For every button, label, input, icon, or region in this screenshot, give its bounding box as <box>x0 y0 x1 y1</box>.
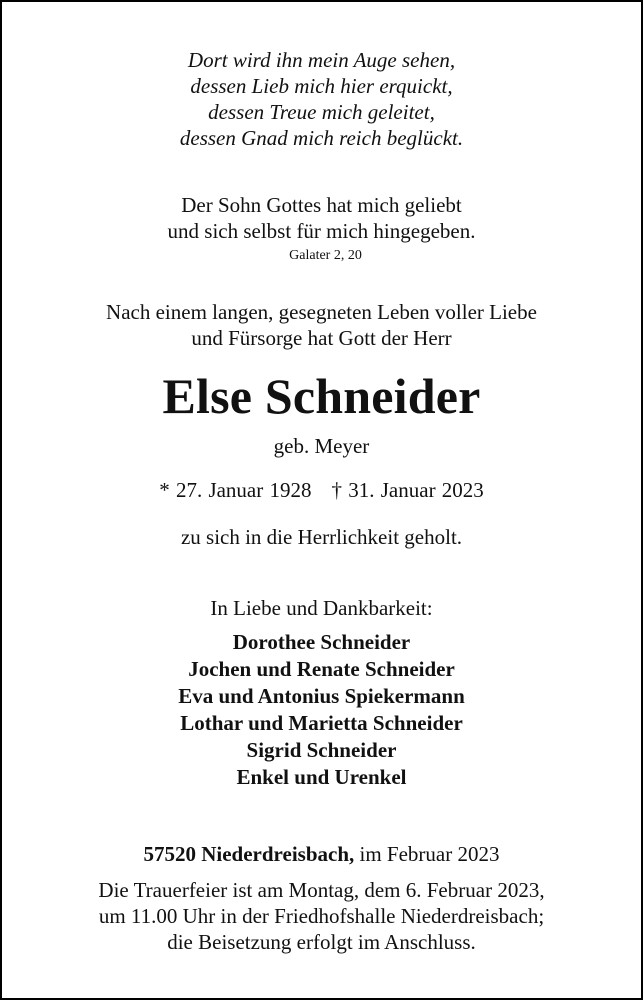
life-dates <box>2 478 641 502</box>
mourner-name: Sigrid Schneider <box>246 738 397 762</box>
funeral-line: um 11.00 Uhr in der Friedhofshalle Niederdreisbach; <box>98 904 545 928</box>
mourner-name: Dorothee Schneider <box>232 630 411 654</box>
scripture-reference: Galater 2, 20 <box>289 248 362 263</box>
place: 57520 Niederdreisbach, <box>143 842 355 866</box>
intro-line: Nach einem langen, gesegneten Leben voller Liebe <box>106 300 537 324</box>
mourner-name: Lothar und Marietta Schneider <box>180 711 463 735</box>
mourner-name: Jochen und Renate Schneider <box>188 657 455 681</box>
mourner-name: Enkel und Urenkel <box>236 765 407 789</box>
verse-line: dessen Treue mich geleitet, <box>208 100 435 124</box>
verse-line: dessen Lieb mich hier erquickt, <box>190 74 453 98</box>
deceased-name: Else Schneider <box>162 368 481 424</box>
date: im Februar 2023 <box>359 842 500 866</box>
mourner-name: Eva und Antonius Spiekermann <box>178 684 465 708</box>
scripture-line: und sich selbst für mich hingegeben. <box>167 219 476 243</box>
scripture-line: Der Sohn Gottes hat mich geliebt <box>181 193 462 217</box>
verse-line: dessen Gnad mich reich beglückt. <box>179 126 464 150</box>
outro-line: zu sich in die Herrlichkeit geholt. <box>180 525 463 549</box>
place-date-line <box>2 842 641 866</box>
death-date: † 31. Januar 2023 <box>331 478 484 502</box>
birth-name: geb. Meyer <box>273 434 370 458</box>
birth-date: * 27. Januar 1928 <box>159 478 312 502</box>
funeral-line: Die Trauerfeier ist am Montag, dem 6. Februar 2023, <box>98 878 545 902</box>
verse-line: Dort wird ihn mein Auge sehen, <box>187 48 456 72</box>
mourners-heading: In Liebe und Dankbarkeit: <box>210 596 433 620</box>
funeral-line: die Beisetzung erfolgt im Anschluss. <box>167 930 476 954</box>
intro-line: und Fürsorge hat Gott der Herr <box>191 326 452 350</box>
